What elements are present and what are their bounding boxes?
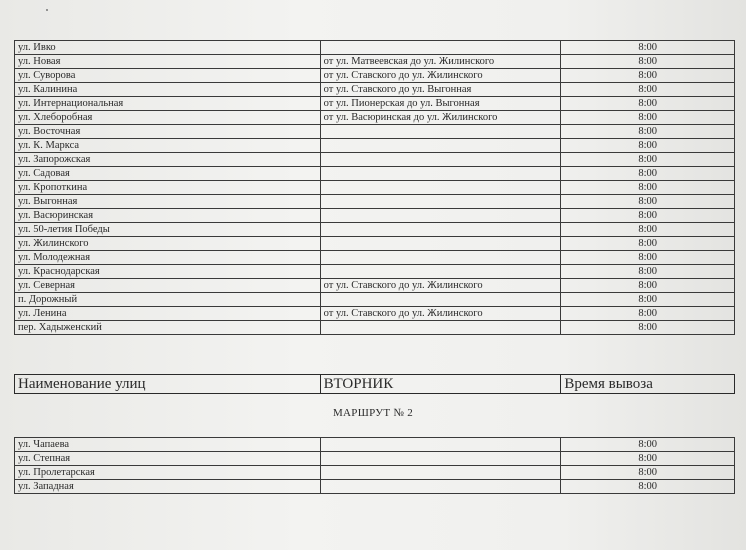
street-cell: ул. Пролетарская xyxy=(15,466,321,480)
table-row xyxy=(15,251,735,265)
time-cell: 8:00 xyxy=(561,111,735,125)
time-cell: 8:00 xyxy=(561,41,735,55)
street-cell: ул. Степная xyxy=(15,452,321,466)
time-cell: 8:00 xyxy=(561,69,735,83)
table-row xyxy=(15,265,735,279)
route-table-body xyxy=(15,438,735,494)
table-row xyxy=(15,466,735,480)
street-cell: ул. Запорожская xyxy=(15,153,321,167)
section-cell xyxy=(320,153,561,167)
time-cell: 8:00 xyxy=(561,167,735,181)
section-cell xyxy=(320,438,561,452)
street-cell: ул. Выгонная xyxy=(15,195,321,209)
time-cell: 8:00 xyxy=(561,452,735,466)
time-cell: 8:00 xyxy=(561,223,735,237)
street-cell: ул. Жилинского xyxy=(15,237,321,251)
time-cell: 8:00 xyxy=(561,125,735,139)
section-cell xyxy=(320,265,561,279)
street-cell: ул. Интернациональная xyxy=(15,97,321,111)
street-cell: ул. Ивко xyxy=(15,41,321,55)
table-row xyxy=(15,452,735,466)
section-cell: от ул. Ставского до ул. Жилинского xyxy=(320,69,561,83)
section-cell xyxy=(320,125,561,139)
time-cell: 8:00 xyxy=(561,153,735,167)
section-cell: от ул. Матвеевская до ул. Жилинского xyxy=(320,55,561,69)
section-cell xyxy=(320,195,561,209)
table-row xyxy=(15,438,735,452)
street-cell: ул. Краснодарская xyxy=(15,265,321,279)
table-row xyxy=(15,139,735,153)
route-title: МАРШРУТ № 2 xyxy=(332,407,414,419)
time-cell: 8:00 xyxy=(561,139,735,153)
time-cell: 8:00 xyxy=(561,307,735,321)
table-row xyxy=(15,167,735,181)
section-cell xyxy=(320,209,561,223)
section-cell xyxy=(320,321,561,335)
street-cell: ул. Новая xyxy=(15,55,321,69)
section-cell xyxy=(320,167,561,181)
time-cell: 8:00 xyxy=(561,279,735,293)
time-cell: 8:00 xyxy=(561,480,735,494)
time-cell: 8:00 xyxy=(561,321,735,335)
time-cell: 8:00 xyxy=(561,209,735,223)
table-row xyxy=(15,237,735,251)
street-cell: ул. Кропоткина xyxy=(15,181,321,195)
header-time: Время вывоза xyxy=(561,375,735,394)
street-cell: ул. К. Маркса xyxy=(15,139,321,153)
street-cell: п. Дорожный xyxy=(15,293,321,307)
table-row xyxy=(15,223,735,237)
header-day: ВТОРНИК xyxy=(320,375,561,394)
time-cell: 8:00 xyxy=(561,438,735,452)
table-row xyxy=(15,279,735,293)
table-row xyxy=(15,181,735,195)
street-cell: ул. Молодежная xyxy=(15,251,321,265)
table-row xyxy=(15,125,735,139)
section-cell: от ул. Васюринская до ул. Жилинского xyxy=(320,111,561,125)
street-cell: ул. Суворова xyxy=(15,69,321,83)
street-cell: пер. Хадыженский xyxy=(15,321,321,335)
street-cell: ул. Васюринская xyxy=(15,209,321,223)
table-row xyxy=(15,55,735,69)
table-row xyxy=(15,209,735,223)
section-cell xyxy=(320,181,561,195)
time-cell: 8:00 xyxy=(561,265,735,279)
section-cell xyxy=(320,237,561,251)
street-cell: ул. Садовая xyxy=(15,167,321,181)
time-cell: 8:00 xyxy=(561,466,735,480)
section-cell: от ул. Пионерская до ул. Выгонная xyxy=(320,97,561,111)
street-cell: ул. Калинина xyxy=(15,83,321,97)
section-cell: от ул. Ставского до ул. Выгонная xyxy=(320,83,561,97)
time-cell: 8:00 xyxy=(561,55,735,69)
table-row xyxy=(15,153,735,167)
street-cell: ул. Хлеборобная xyxy=(15,111,321,125)
time-cell: 8:00 xyxy=(561,97,735,111)
table-row xyxy=(15,480,735,494)
table-row xyxy=(15,83,735,97)
time-cell: 8:00 xyxy=(561,293,735,307)
route-table xyxy=(14,437,735,494)
table-row xyxy=(15,321,735,335)
time-cell: 8:00 xyxy=(561,195,735,209)
table-row xyxy=(15,111,735,125)
table-row xyxy=(15,195,735,209)
section-cell xyxy=(320,480,561,494)
table-row xyxy=(15,97,735,111)
section-cell xyxy=(320,139,561,153)
table-row xyxy=(15,69,735,83)
street-cell: ул. 50-летия Победы xyxy=(15,223,321,237)
section-cell xyxy=(320,223,561,237)
section-cell: от ул. Ставского до ул. Жилинского xyxy=(320,307,561,321)
street-cell: ул. Западная xyxy=(15,480,321,494)
column-header-row xyxy=(14,374,735,394)
section-cell xyxy=(320,251,561,265)
schedule-table xyxy=(14,40,735,335)
section-cell xyxy=(320,466,561,480)
section-cell xyxy=(320,293,561,307)
street-cell: ул. Ленина xyxy=(15,307,321,321)
time-cell: 8:00 xyxy=(561,251,735,265)
street-cell: ул. Северная xyxy=(15,279,321,293)
table-row xyxy=(15,307,735,321)
table-row xyxy=(15,41,735,55)
time-cell: 8:00 xyxy=(561,181,735,195)
section-cell: от ул. Ставского до ул. Жилинского xyxy=(320,279,561,293)
time-cell: 8:00 xyxy=(561,237,735,251)
schedule-table-body xyxy=(15,41,735,335)
section-cell xyxy=(320,452,561,466)
section-cell xyxy=(320,41,561,55)
time-cell: 8:00 xyxy=(561,83,735,97)
table-row xyxy=(15,293,735,307)
paper-speck xyxy=(46,9,48,11)
street-cell: ул. Чапаева xyxy=(15,438,321,452)
header-streets: Наименование улиц xyxy=(15,375,321,394)
street-cell: ул. Восточная xyxy=(15,125,321,139)
